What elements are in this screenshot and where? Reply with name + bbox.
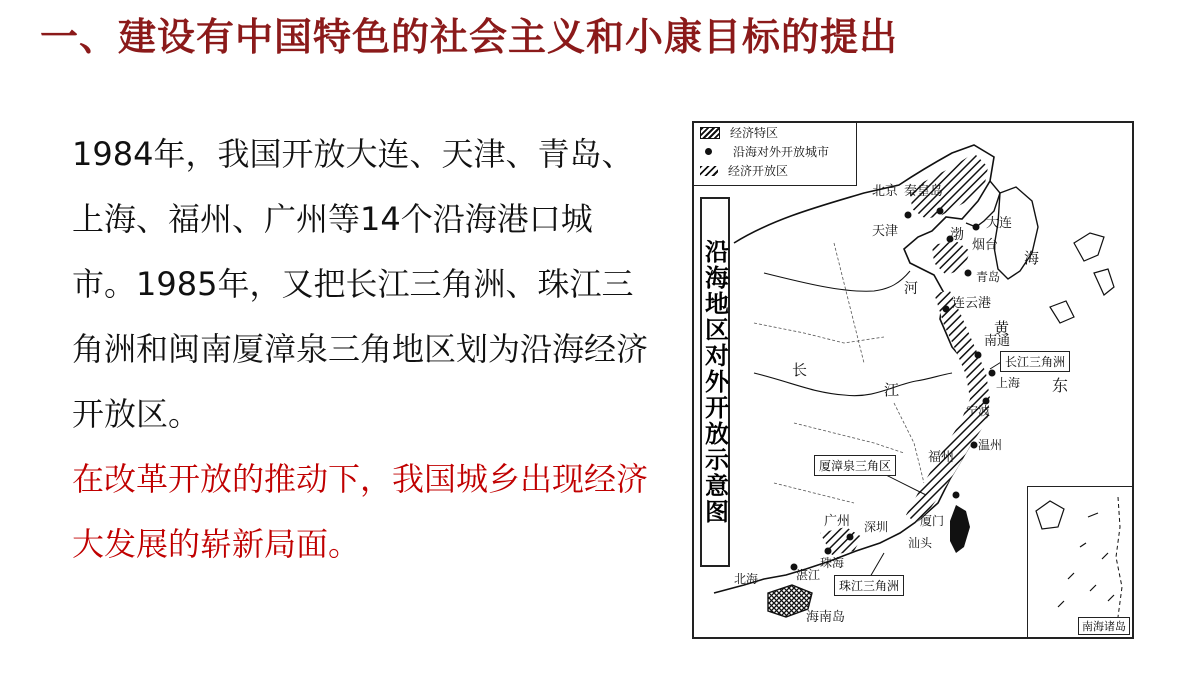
inset-label: 南海诸岛 [1078,617,1130,635]
region-xiazhangquan: 厦漳泉三角区 [814,455,896,476]
taiwan-island [950,505,970,553]
city-shenzhen: 深圳 [864,520,889,534]
city-guangzhou: 广州 [824,514,851,529]
city-beihai: 北海 [734,572,759,586]
legend-item-open-area: 经济开放区 [694,161,856,180]
city-lianyungang: 连云港 [952,296,992,311]
city-zhuhai: 珠海 [820,556,845,570]
city-xiamen: 厦门 [920,514,945,528]
city-qinhuangdao: 秦皇岛 [904,184,944,199]
region-yangtze-delta: 长江三角洲 [1000,351,1070,372]
hatched-area-icon [700,166,718,176]
map-title: 沿海地区对外开放示意图 [700,197,730,567]
city-dot-icon [705,148,712,155]
paragraph-opening: 1984年，我国开放大连、天津、青岛、上海、福州、广州等14个沿海港口城市。1985年，又把长江三角洲、珠江三角洲和闽南厦漳泉三角地区划为沿海经济开放区。 [72,135,649,433]
map-legend [694,123,857,186]
geo-jiang: 江 [884,381,900,399]
paragraph-highlight: 在改革开放的推动下，我国城乡出现经济大发展的崭新局面。 [72,460,649,563]
legend-item-open-city: 沿海对外开放城市 [694,142,856,161]
city-zhanjiang: 湛江 [796,568,821,582]
coastal-opening-map [692,121,1134,639]
legend-item-special-zone: 经济特区 [694,123,856,142]
geo-dong: 东 [1052,376,1069,395]
yellow-river [764,271,910,291]
city-qingdao: 青岛 [976,270,1001,284]
city-dalian: 大连 [986,216,1013,231]
geo-chang: 长 [792,361,808,379]
city-nantong: 南通 [984,334,1011,349]
hatched-zone-icon [700,127,720,139]
geo-hai: 海 [1024,249,1040,267]
city-wenzhou: 温州 [978,438,1003,452]
page-title: 一、建设有中国特色的社会主义和小康目标的提出 [40,15,899,59]
japan-islands [1050,233,1114,323]
city-beijing: 北京 [872,184,899,199]
region-pearl-delta: 珠江三角洲 [834,575,904,596]
title-divider [0,72,1200,74]
city-fuzhou: 福州 [928,450,955,465]
geo-bo: 渤 [950,227,964,243]
city-tianjin: 天津 [872,224,899,239]
city-shantou: 汕头 [908,536,933,550]
shandong-open-zone [932,241,970,275]
city-hainan: 海南岛 [806,610,846,625]
city-ningbo: 宁波 [966,404,991,418]
body-text [72,122,652,577]
geo-he: 河 [904,281,918,297]
city-yantai: 烟台 [972,238,999,253]
city-shanghai: 上海 [996,376,1021,390]
yangtze-river [754,373,952,396]
south-china-sea-inset [1027,486,1132,637]
geo-huang: 黄 [994,319,1010,337]
inset-drawing [1028,487,1132,637]
